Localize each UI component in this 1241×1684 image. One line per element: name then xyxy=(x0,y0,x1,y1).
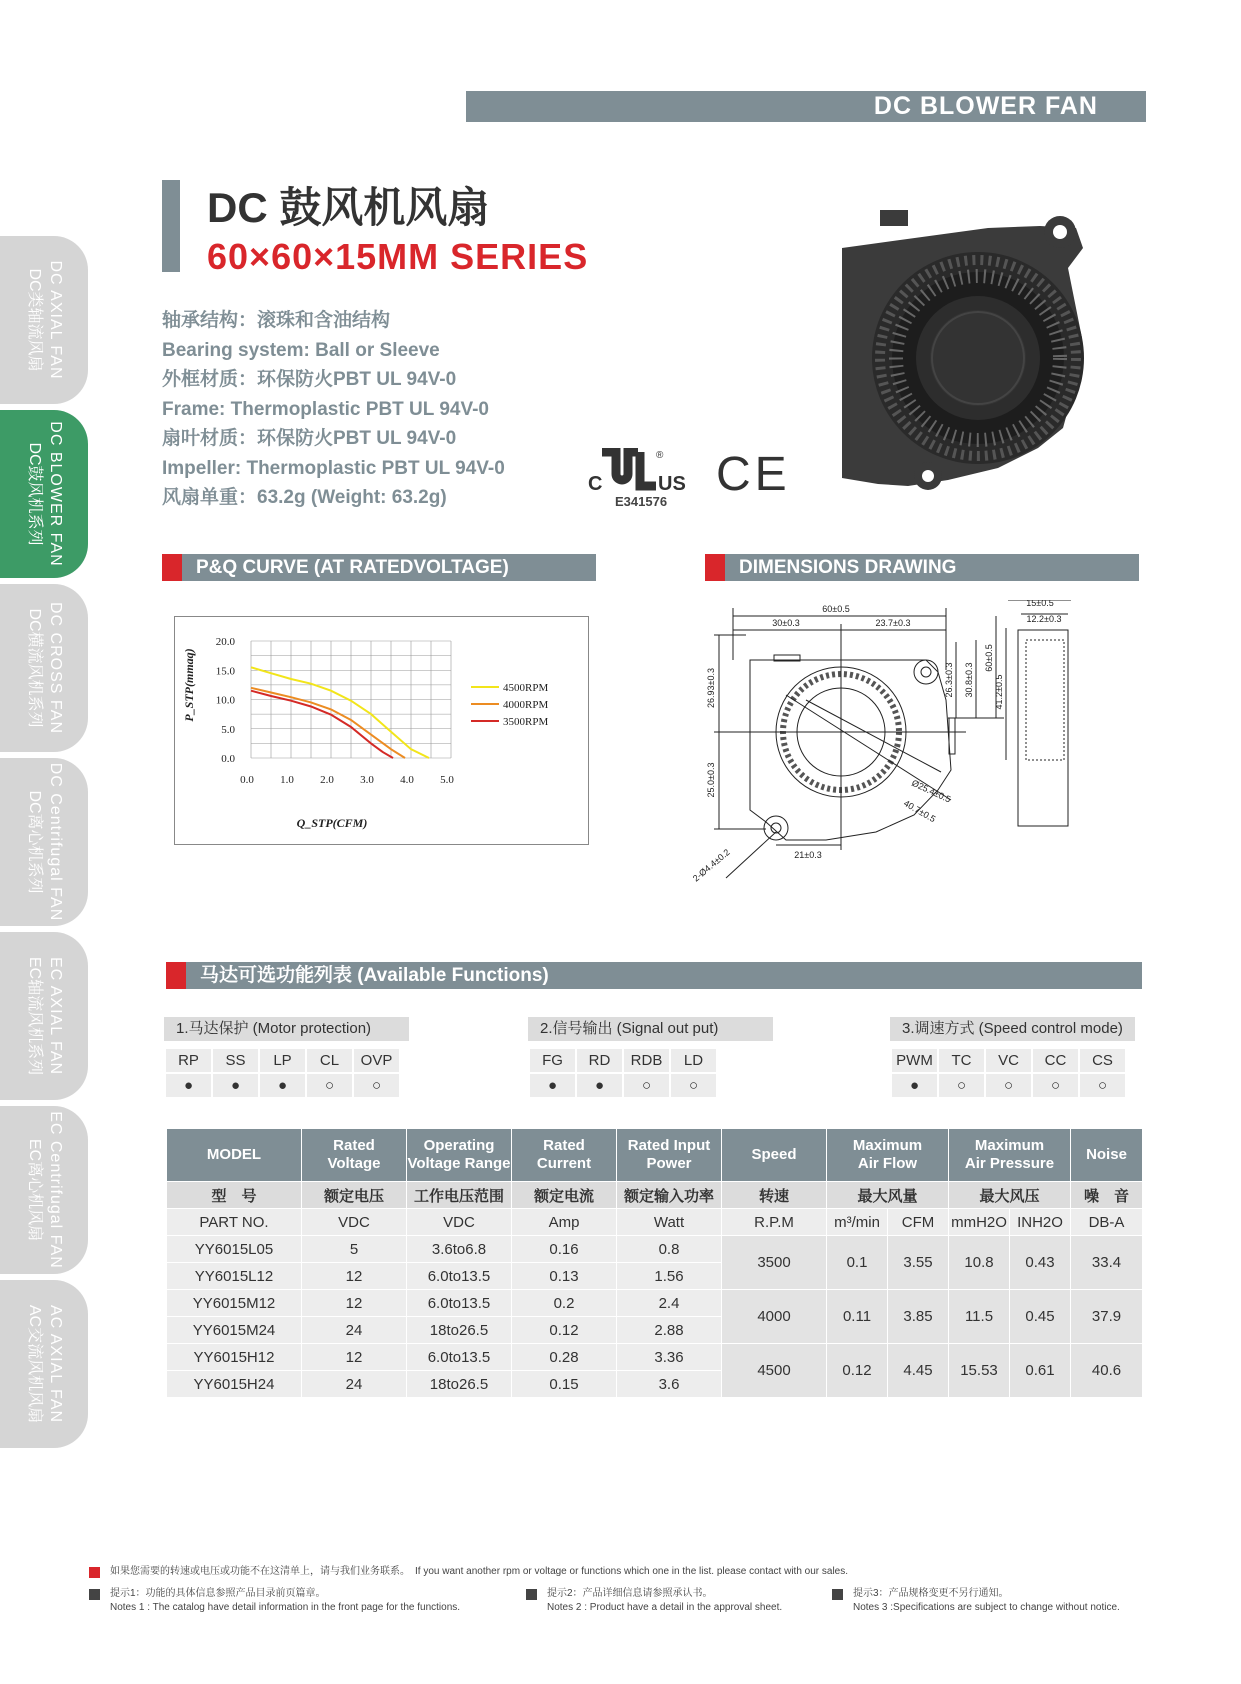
note-1 xyxy=(110,1587,460,1615)
function-table-speed xyxy=(890,1047,1127,1099)
spec-line: 轴承结构：滚珠和含油结构 xyxy=(162,310,391,331)
y-tick-label: 20.0 xyxy=(215,636,235,648)
category-banner: DC BLOWER FAN xyxy=(466,91,1146,122)
fan-product-image xyxy=(838,208,1088,498)
header-input-power xyxy=(617,1129,722,1182)
header-cn: 工作电压范围 xyxy=(407,1182,512,1209)
pressure-in-cell: 0.61 xyxy=(1010,1344,1071,1398)
voltage-cell: 12 xyxy=(302,1290,407,1317)
function-code: TC xyxy=(939,1049,984,1072)
pq-curve-header xyxy=(162,554,596,581)
y-tick-label: 5.0 xyxy=(221,723,235,736)
function-mark: ○ xyxy=(986,1074,1031,1097)
dimensions-drawing xyxy=(686,600,1146,910)
model-cell: YY6015L05 xyxy=(167,1236,302,1263)
dim-bottom: 21±0.3 xyxy=(794,850,822,860)
header-line: Operating Voltage Range xyxy=(407,1137,511,1172)
pressure-in-cell: 0.43 xyxy=(1010,1236,1071,1290)
note-2-en: Notes 2 : Product have a detail in the approval sheet. xyxy=(547,1602,783,1613)
noise-cell: 33.4 xyxy=(1071,1236,1143,1290)
function-code: OVP xyxy=(354,1049,399,1072)
chart-grid xyxy=(251,641,451,758)
model-cell: YY6015M12 xyxy=(167,1290,302,1317)
header-accent xyxy=(166,962,186,989)
unit-cell: m³/min xyxy=(827,1209,888,1236)
y-tick-label: 10.0 xyxy=(215,694,235,707)
header-line: Maximum Air Pressure xyxy=(964,1137,1055,1172)
chart-series xyxy=(251,667,429,758)
cert-c-mark: C xyxy=(588,473,603,495)
pressure-mm-cell: 10.8 xyxy=(949,1236,1010,1290)
x-tick-label: 4.0 xyxy=(400,774,414,786)
function-code: PWM xyxy=(892,1049,937,1072)
current-cell: 0.28 xyxy=(512,1344,617,1371)
side-tab-en: DC AXIAL FAN xyxy=(47,260,64,380)
voltage-cell: 12 xyxy=(302,1263,407,1290)
unit-cell: CFM xyxy=(888,1209,949,1236)
header-cn: 型 号 xyxy=(167,1182,302,1209)
dim-outer-diameter: 40.7±0.5 xyxy=(902,798,938,825)
x-axis-label: Q_STP(CFM) xyxy=(296,816,368,830)
function-code: CC xyxy=(1033,1049,1078,1072)
speed-cell: 4500 xyxy=(722,1344,827,1398)
pressure-mm-cell: 11.5 xyxy=(949,1290,1010,1344)
side-tab-cn: EC离心机风扇 xyxy=(26,1138,43,1242)
ce-logo: CE xyxy=(716,448,791,501)
dim-hole: 2-Ø4.4±0.2 xyxy=(690,846,732,884)
note-3-en: Notes 3 :Specifications are subject to change without notice. xyxy=(853,1602,1120,1613)
spec-line: Frame: Thermoplastic PBT UL 94V-0 xyxy=(162,398,489,420)
side-tab-cn: EC轴流风机系列 xyxy=(26,956,43,1076)
header-rated-voltage xyxy=(302,1129,407,1182)
dim-side-width: 15±0.5 xyxy=(1026,600,1054,608)
table-row xyxy=(167,1290,1143,1317)
power-cell: 1.56 xyxy=(617,1263,722,1290)
page-title-series: 60×60×15MM SERIES xyxy=(207,236,589,277)
y-tick-label: 0.0 xyxy=(221,753,235,765)
range-cell: 6.0to13.5 xyxy=(407,1263,512,1290)
function-code: RD xyxy=(577,1049,622,1072)
function-mark: ● xyxy=(530,1074,575,1097)
function-code: VC xyxy=(986,1049,1031,1072)
header-cn: 转速 xyxy=(722,1182,827,1209)
model-cell: YY6015H24 xyxy=(167,1371,302,1398)
note-marker-red xyxy=(89,1567,100,1578)
model-cell: YY6015L12 xyxy=(167,1263,302,1290)
spec-line: Impeller: Thermoplastic PBT UL 94V-0 xyxy=(162,457,505,479)
function-mark: ○ xyxy=(1033,1074,1078,1097)
header-accent xyxy=(162,554,182,581)
voltage-cell: 24 xyxy=(302,1317,407,1344)
header-noise: Noise xyxy=(1071,1129,1143,1182)
note-1-en: Notes 1 : The catalog have detail information in the front page for the functions. xyxy=(110,1602,461,1613)
spec-line: Bearing system: Ball or Sleeve xyxy=(162,339,440,361)
dim-height-5: 60±0.5 xyxy=(984,644,994,672)
dim-height-upper: 26.93±0.3 xyxy=(706,668,716,708)
model-cell: YY6015M24 xyxy=(167,1317,302,1344)
function-mark: ○ xyxy=(624,1074,669,1097)
x-tick-label: 1.0 xyxy=(280,774,294,786)
note-marker xyxy=(832,1589,843,1600)
note-2 xyxy=(547,1587,782,1615)
x-tick-label: 5.0 xyxy=(440,774,454,786)
pq-curve-title: P&Q CURVE (AT RATEDVOLTAGE) xyxy=(196,557,509,578)
note-marker xyxy=(89,1589,100,1600)
side-tab-cn: DC横流风机系列 xyxy=(26,608,43,728)
side-tab-dc-blower[interactable] xyxy=(0,410,88,578)
function-group-label: 2.信号输出 (Signal out put) xyxy=(528,1017,773,1041)
header-rated-current xyxy=(512,1129,617,1182)
unit-cell: PART NO. xyxy=(167,1209,302,1236)
functions-header xyxy=(166,962,1142,989)
table-row xyxy=(167,1344,1143,1371)
header-air-pressure xyxy=(949,1129,1071,1182)
unit-cell: Watt xyxy=(617,1209,722,1236)
series-line-4500rpm xyxy=(251,667,429,758)
side-tab-en: AC AXIAL FAN xyxy=(47,1304,64,1424)
function-code: RP xyxy=(166,1049,211,1072)
dim-height-lower: 25.0±0.3 xyxy=(706,762,716,798)
side-tab-cn: DC鼓风机系列 xyxy=(26,442,43,546)
function-mark: ● xyxy=(260,1074,305,1097)
function-code: CS xyxy=(1080,1049,1125,1072)
function-mark: ● xyxy=(213,1074,258,1097)
spec-line: 风扇单重：63.2g (Weight: 63.2g) xyxy=(162,487,447,508)
current-cell: 0.16 xyxy=(512,1236,617,1263)
airflow-cfm-cell: 3.55 xyxy=(888,1236,949,1290)
airflow-cfm-cell: 4.45 xyxy=(888,1344,949,1398)
range-cell: 6.0to13.5 xyxy=(407,1290,512,1317)
voltage-cell: 24 xyxy=(302,1371,407,1398)
dim-side-height: 41.2±0.5 xyxy=(994,674,1004,710)
side-tab-cn: DC类轴流风扇 xyxy=(26,268,43,372)
airflow-cfm-cell: 3.85 xyxy=(888,1290,949,1344)
side-tab-ec-centrifugal[interactable] xyxy=(0,1106,88,1274)
spec-list xyxy=(162,306,505,513)
current-cell: 0.13 xyxy=(512,1263,617,1290)
dim-width-right: 23.7±0.3 xyxy=(875,618,911,628)
header-cn: 最大风压 xyxy=(949,1182,1071,1209)
header-cn: 噪 音 xyxy=(1071,1182,1143,1209)
power-cell: 2.88 xyxy=(617,1317,722,1344)
unit-cell: DB-A xyxy=(1071,1209,1143,1236)
side-tab-ac-axial[interactable] xyxy=(0,1280,88,1448)
noise-cell: 40.6 xyxy=(1071,1344,1143,1398)
speed-cell: 4000 xyxy=(722,1290,827,1344)
note-main: 如果您需要的转速或电压或功能不在这清单上，请与我们业务联系。 If you want another rpm or voltage or functions which one in the list. please contact with our sales. xyxy=(110,1566,849,1577)
header-line: Rated Voltage xyxy=(327,1137,381,1172)
pressure-in-cell: 0.45 xyxy=(1010,1290,1071,1344)
side-tab-en: DC Centrifugal FAN xyxy=(47,762,64,922)
power-cell: 0.8 xyxy=(617,1236,722,1263)
side-tab-dc-centrifugal[interactable] xyxy=(0,758,88,926)
range-cell: 18to26.5 xyxy=(407,1371,512,1398)
function-mark: ● xyxy=(577,1074,622,1097)
header-line: Rated Current xyxy=(536,1137,592,1172)
side-tab-cn: DC离心机系列 xyxy=(26,790,43,894)
range-cell: 6.0to13.5 xyxy=(407,1344,512,1371)
function-table-motor xyxy=(164,1047,401,1099)
dim-width-total: 60±0.5 xyxy=(822,604,850,614)
speed-cell: 3500 xyxy=(722,1236,827,1290)
power-cell: 3.6 xyxy=(617,1371,722,1398)
function-mark: ○ xyxy=(939,1074,984,1097)
model-spec-table xyxy=(166,1128,1143,1398)
dimensions-header xyxy=(705,554,1139,581)
range-cell: 3.6to6.8 xyxy=(407,1236,512,1263)
table-row xyxy=(167,1236,1143,1263)
function-code: SS xyxy=(213,1049,258,1072)
header-cn: 最大风量 xyxy=(827,1182,949,1209)
side-tab-en: DC BLOWER FAN xyxy=(47,421,64,567)
cert-registered-mark: ® xyxy=(656,450,664,461)
unit-cell: R.P.M xyxy=(722,1209,827,1236)
note-3-cn: 提示3：产品规格变更不另行通知。 xyxy=(853,1588,1009,1599)
function-mark: ○ xyxy=(307,1074,352,1097)
current-cell: 0.12 xyxy=(512,1317,617,1344)
dim-width-left: 30±0.3 xyxy=(772,618,800,628)
side-tab-en: EC Centrifugal FAN xyxy=(47,1111,64,1269)
header-air-flow xyxy=(827,1129,949,1182)
x-tick-label: 0.0 xyxy=(240,774,254,786)
dimensions-title: DIMENSIONS DRAWING xyxy=(739,557,957,578)
note-marker xyxy=(526,1589,537,1600)
header-voltage-range xyxy=(407,1129,512,1182)
unit-cell: mmH2O xyxy=(949,1209,1010,1236)
function-code: RDB xyxy=(624,1049,669,1072)
current-cell: 0.2 xyxy=(512,1290,617,1317)
side-tab-cn: AC交流风机风扇 xyxy=(26,1304,43,1424)
dim-side-width-2: 12.2±0.3 xyxy=(1026,614,1062,624)
unit-cell: VDC xyxy=(407,1209,512,1236)
power-cell: 3.36 xyxy=(617,1344,722,1371)
header-cn: 额定输入功率 xyxy=(617,1182,722,1209)
pq-curve-chart xyxy=(174,616,589,845)
function-group-label: 3.调速方式 (Speed control mode) xyxy=(890,1017,1135,1041)
dim-inner-diameter: Ø25.4±0.5 xyxy=(910,777,953,805)
function-mark: ● xyxy=(166,1074,211,1097)
airflow-m3-cell: 0.1 xyxy=(827,1236,888,1290)
function-mark: ○ xyxy=(1080,1074,1125,1097)
series-line-3500rpm xyxy=(251,691,393,758)
function-code: FG xyxy=(530,1049,575,1072)
function-table-signal xyxy=(528,1047,718,1099)
side-tab-en: EC AXIAL FAN xyxy=(47,956,64,1076)
function-code: LP xyxy=(260,1049,305,1072)
y-tick-label: 15.0 xyxy=(215,665,235,678)
header-speed: Speed xyxy=(722,1129,827,1182)
note-1-cn: 提示1：功能的具体信息参照产品目录前页篇章。 xyxy=(110,1588,326,1599)
legend-label: 4500RPM xyxy=(503,682,549,694)
dim-height-3: 26.3±0.3 xyxy=(944,662,954,698)
header-accent xyxy=(705,554,725,581)
function-group-label: 1.马达保护 (Motor protection) xyxy=(164,1017,409,1041)
side-tab-en: DC CROSS FAN xyxy=(47,601,64,734)
voltage-cell: 12 xyxy=(302,1344,407,1371)
chart-legend xyxy=(471,682,548,728)
x-tick-label: 3.0 xyxy=(360,774,374,786)
dim-height-4: 30.8±0.3 xyxy=(964,662,974,698)
page-title-cn: DC 鼓风机风扇 xyxy=(207,184,490,231)
spec-line: 扇叶材质：环保防火PBT UL 94V-0 xyxy=(162,428,457,449)
function-code: CL xyxy=(307,1049,352,1072)
cert-us-mark: US xyxy=(658,473,686,495)
header-cn: 额定电压 xyxy=(302,1182,407,1209)
unit-cell: Amp xyxy=(512,1209,617,1236)
side-tab-dc-cross[interactable] xyxy=(0,584,88,752)
function-mark: ○ xyxy=(671,1074,716,1097)
note-3 xyxy=(853,1587,1120,1615)
spec-line: 外框材质：环保防火PBT UL 94V-0 xyxy=(162,369,457,390)
function-code: LD xyxy=(671,1049,716,1072)
noise-cell: 37.9 xyxy=(1071,1290,1143,1344)
header-model: MODEL xyxy=(167,1129,302,1182)
function-mark: ○ xyxy=(354,1074,399,1097)
functions-title: 马达可选功能列表 (Available Functions) xyxy=(200,965,549,986)
y-axis-label: P_STP(mmaq) xyxy=(182,648,196,722)
side-tab-ec-axial[interactable] xyxy=(0,932,88,1100)
header-cn: 额定电流 xyxy=(512,1182,617,1209)
airflow-m3-cell: 0.11 xyxy=(827,1290,888,1344)
model-cell: YY6015H12 xyxy=(167,1344,302,1371)
pressure-mm-cell: 15.53 xyxy=(949,1344,1010,1398)
current-cell: 0.15 xyxy=(512,1371,617,1398)
airflow-m3-cell: 0.12 xyxy=(827,1344,888,1398)
note-2-cn: 提示2：产品详细信息请参照承认书。 xyxy=(547,1588,713,1599)
pq-chart-svg xyxy=(175,617,588,844)
x-tick-label: 2.0 xyxy=(320,774,334,786)
header-line: Maximum Air Flow xyxy=(852,1137,923,1172)
title-accent-bar xyxy=(162,180,180,272)
range-cell: 18to26.5 xyxy=(407,1317,512,1344)
side-tab-dc-axial[interactable] xyxy=(0,236,88,404)
function-mark: ● xyxy=(892,1074,937,1097)
ul-logo xyxy=(602,452,656,486)
header-line: Rated Input Power xyxy=(627,1137,711,1172)
voltage-cell: 5 xyxy=(302,1236,407,1263)
legend-label: 4000RPM xyxy=(503,699,549,711)
unit-cell: VDC xyxy=(302,1209,407,1236)
unit-cell: INH2O xyxy=(1010,1209,1071,1236)
power-cell: 2.4 xyxy=(617,1290,722,1317)
cert-number: E341576 xyxy=(615,494,668,509)
legend-label: 3500RPM xyxy=(503,716,549,728)
